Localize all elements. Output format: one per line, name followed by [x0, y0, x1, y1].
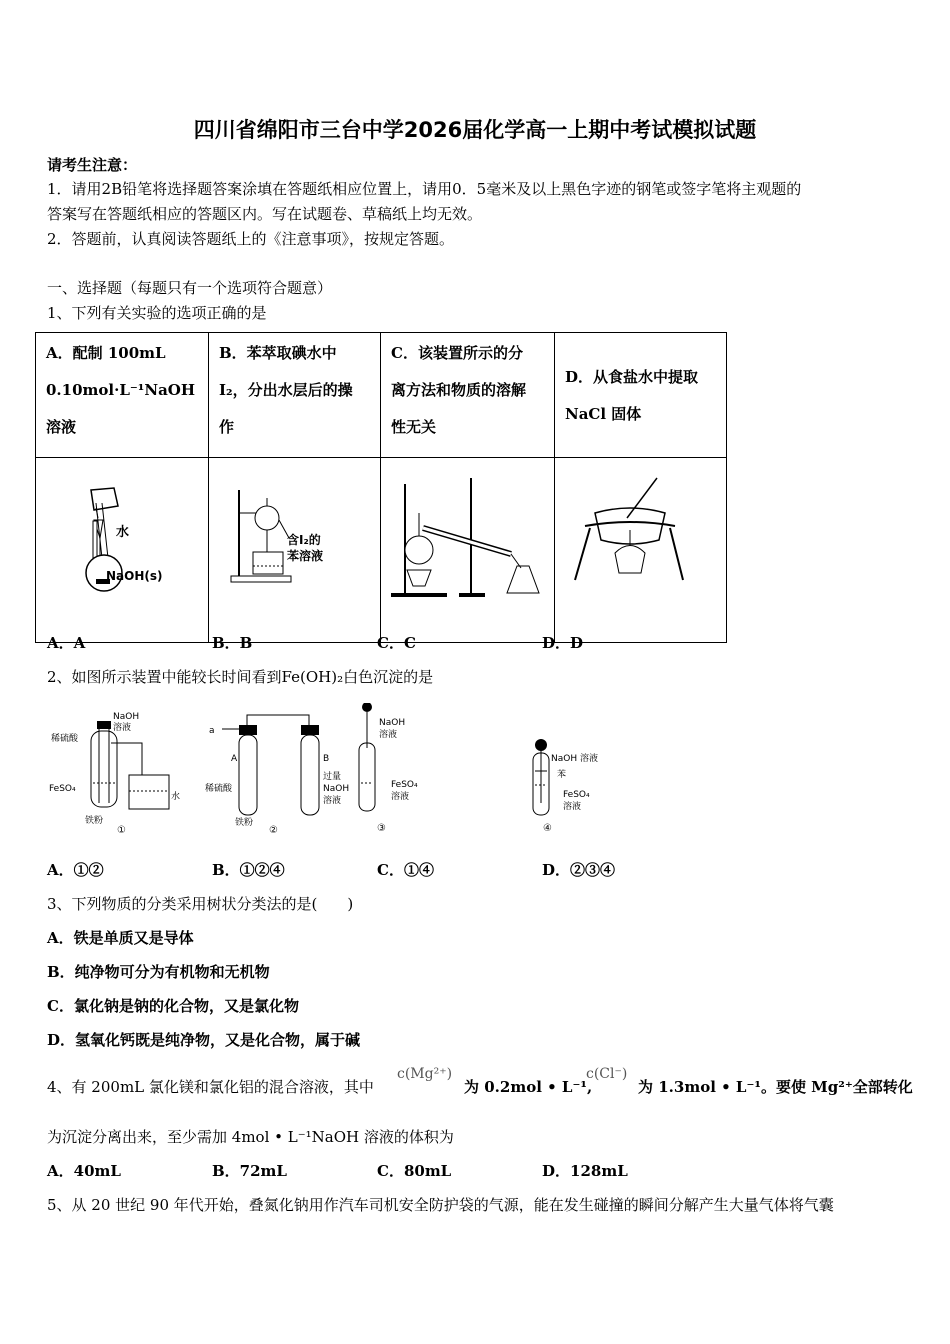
svg-text:稀硫酸: 稀硫酸: [205, 784, 233, 794]
svg-text:NaOH(s): NaOH(s): [106, 569, 163, 583]
svg-text:A: A: [231, 754, 238, 764]
q4-cl-concentration: c(Cl⁻): [586, 1066, 628, 1082]
svg-text:③: ③: [377, 823, 386, 834]
svg-text:FeSO₄: FeSO₄: [391, 780, 418, 790]
notice-line-2: 2．答题前，认真阅读答题纸上的《注意事项》，按规定答题。: [47, 230, 455, 248]
svg-text:水: 水: [116, 525, 130, 540]
q2-option-d[interactable]: D．②③④: [542, 861, 616, 879]
q1-table: [35, 332, 727, 643]
svg-text:苯: 苯: [557, 770, 567, 780]
page-title: 四川省绵阳市三台中学2026届化学高一上期中考试模拟试题: [193, 118, 757, 142]
q1-cell-b: B．苯萃取碘水中 I₂，分出水层后的操 作: [209, 333, 381, 458]
svg-text:水: 水: [171, 792, 181, 802]
q2-stem: 2、如图所示装置中能较长时间看到Fe(OH)₂白色沉淀的是: [47, 668, 434, 686]
q1-figure-b: [209, 458, 381, 643]
q4-option-c[interactable]: C．80mL: [377, 1162, 452, 1180]
q5-stem: 5、从 20 世纪 90 年代开始，叠氮化钠用作汽车司机安全防护袋的气源，能在发生碰撞的瞬间分解产生大量气体将气囊: [47, 1196, 834, 1214]
svg-text:NaOH: NaOH: [113, 712, 140, 722]
q3-stem: 3、下列物质的分类采用树状分类法的是( ): [47, 895, 354, 913]
svg-text:a: a: [209, 726, 215, 736]
notice-line-1a: 1．请用2B铅笔将选择题答案涂填在答题纸相应位置上，请用0．5毫米及以上黑色字迹的钢笔或签字笔将主观题的: [47, 180, 802, 198]
apparatus-1: [49, 712, 180, 836]
q2-figure: [47, 703, 647, 838]
section-heading: 一、选择题（每题只有一个选项符合题意）: [47, 279, 333, 297]
svg-text:溶液: 溶液: [563, 802, 582, 812]
apparatus-4: [533, 739, 598, 834]
q3-option-d[interactable]: D．氢氧化钙既是纯净物，又是化合物，属于碱: [47, 1031, 361, 1049]
q3-option-a[interactable]: A．铁是单质又是导体: [47, 929, 194, 947]
apparatus-3: [359, 703, 418, 834]
q2-option-b[interactable]: B．①②④: [212, 861, 285, 879]
svg-text:FeSO₄: FeSO₄: [49, 784, 76, 794]
q1-figure-d: [555, 458, 727, 643]
q1-figure-c: [381, 458, 555, 643]
q4-option-d[interactable]: D．128mL: [542, 1162, 628, 1180]
q1-option-b[interactable]: B．B: [212, 634, 253, 652]
svg-text:NaOH 溶液: NaOH 溶液: [551, 754, 598, 764]
svg-text:苯溶液: 苯溶液: [287, 549, 324, 563]
q1-option-a[interactable]: A．A: [47, 634, 86, 652]
q4-stem-part2: 为 0.2mol • L⁻¹,: [464, 1078, 593, 1096]
svg-text:铁粉: 铁粉: [235, 818, 254, 828]
apparatus-2: [205, 715, 349, 836]
q4-option-a[interactable]: A．40mL: [47, 1162, 121, 1180]
q1-cell-a: A．配制 100mL 0.10mol·L⁻¹NaOH 溶液: [36, 333, 209, 458]
q4-stem-line2: 为沉淀分离出来，至少需加 4mol • L⁻¹NaOH 溶液的体积为: [47, 1128, 454, 1146]
svg-text:NaOH: NaOH: [323, 784, 350, 794]
q1-cell-d: D．从食盐水中提取 NaCl 固体: [555, 333, 727, 458]
notice-line-1b: 答案写在答题纸相应的答题区内。写在试题卷、草稿纸上均无效。: [47, 205, 483, 223]
svg-text:铁粉: 铁粉: [85, 816, 104, 826]
svg-text:④: ④: [543, 823, 552, 834]
distillation-figure: [381, 458, 554, 628]
svg-text:②: ②: [269, 825, 278, 836]
svg-text:稀硫酸: 稀硫酸: [51, 734, 79, 744]
svg-text:含I₂的: 含I₂的: [287, 533, 321, 547]
svg-text:FeSO₄: FeSO₄: [563, 790, 590, 800]
notice-heading: 请考生注意：: [47, 156, 138, 174]
svg-text:溶液: 溶液: [379, 730, 398, 740]
q4-mg-concentration: c(Mg²⁺): [397, 1066, 453, 1082]
q3-option-c[interactable]: C．氯化钠是钠的化合物，又是氯化物: [47, 997, 299, 1015]
q1-cell-c: C．该装置所示的分 离方法和物质的溶解 性无关: [381, 333, 555, 458]
q4-stem-part3: 为 1.3mol • L⁻¹。要使 Mg²⁺全部转化: [638, 1078, 913, 1096]
q1-option-c[interactable]: C．C: [377, 634, 416, 652]
svg-text:①: ①: [117, 825, 126, 836]
svg-text:过量: 过量: [323, 772, 342, 782]
q2-option-a[interactable]: A．①②: [47, 861, 104, 879]
svg-text:溶液: 溶液: [113, 723, 132, 733]
separatory-funnel-figure: [209, 458, 380, 628]
evaporation-figure: [555, 458, 726, 628]
q4-option-b[interactable]: B．72mL: [212, 1162, 287, 1180]
svg-text:NaOH: NaOH: [379, 718, 406, 728]
volumetric-flask-figure: [36, 458, 208, 628]
q1-figure-a: [36, 458, 209, 643]
q2-option-c[interactable]: C．①④: [377, 861, 434, 879]
q3-option-b[interactable]: B．纯净物可分为有机物和无机物: [47, 963, 270, 981]
q1-stem: 1、下列有关实验的选项正确的是: [47, 304, 267, 322]
q4-stem-part1: 4、有 200mL 氯化镁和氯化铝的混合溶液，其中: [47, 1078, 374, 1096]
svg-text:溶液: 溶液: [323, 796, 342, 806]
svg-text:溶液: 溶液: [391, 792, 410, 802]
q1-option-d[interactable]: D．D: [542, 634, 584, 652]
svg-text:B: B: [323, 754, 330, 764]
